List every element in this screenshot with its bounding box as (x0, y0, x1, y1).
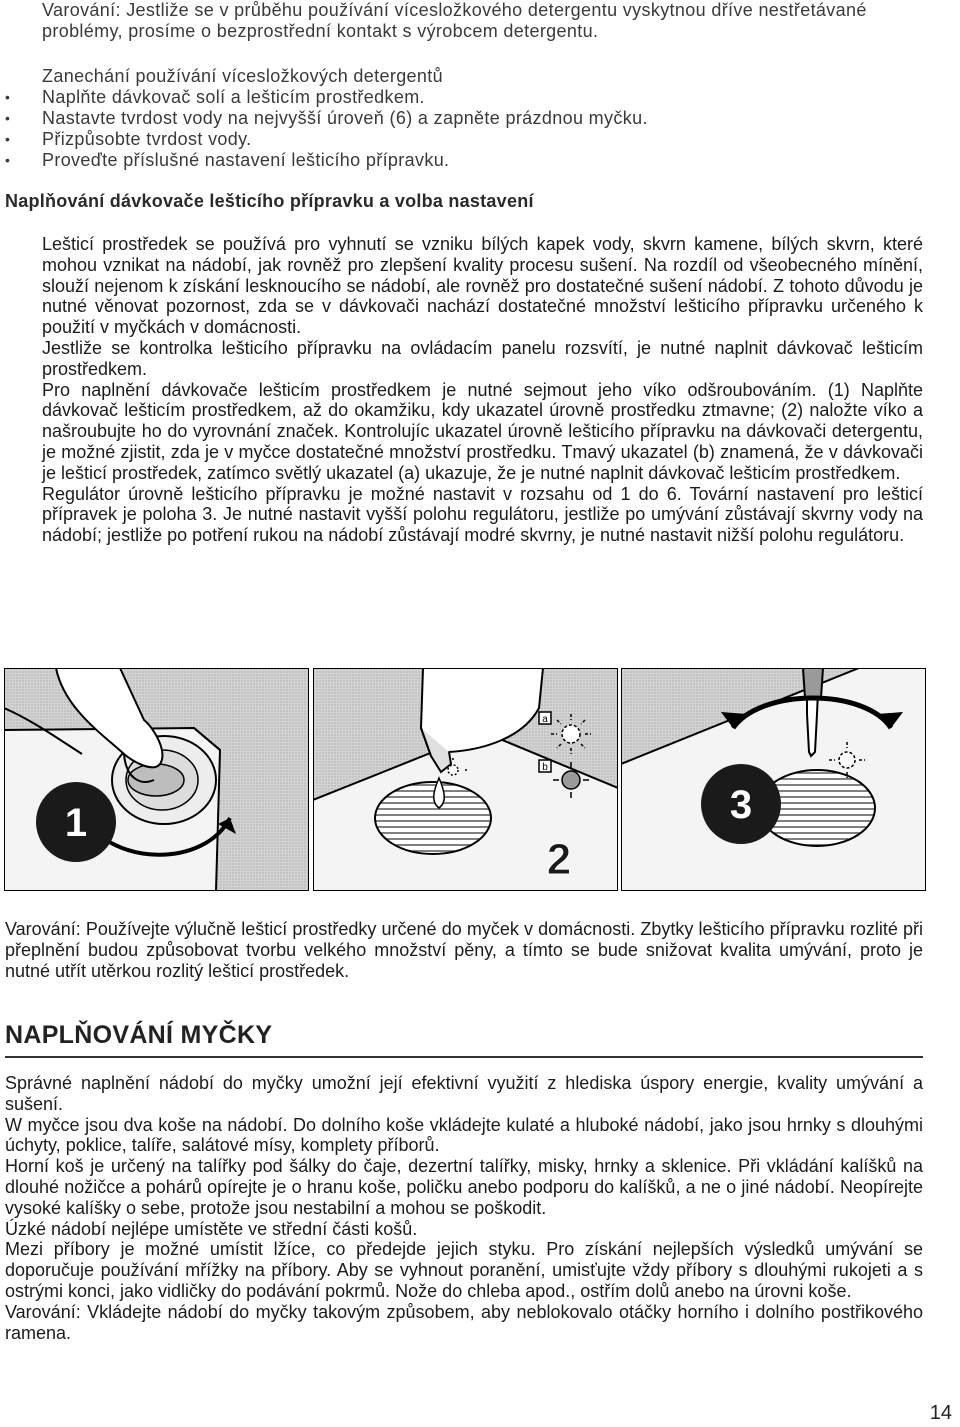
paragraph: Jestliže se kontrolka lešticího přípravku na ovládacím panelu rozsvítí, je nutné naplnit dávkovač lešticím prostředkem. (42, 337, 923, 379)
step-2-drawing (313, 668, 618, 891)
rinse-aid-heading: Naplňování dávkovače lešticího přípravku a volba nastavení (5, 191, 534, 211)
stop-multi-list (0, 87, 900, 171)
list-item (0, 150, 900, 171)
bullet-icon: • (5, 89, 11, 105)
illustration-step-2 (313, 668, 618, 891)
list-item-text: Nastavte tvrdost vody na nejvyšší úroveň (6) a zapněte prázdnou myčku. (42, 108, 648, 128)
paragraph: Pro naplnění dávkovače lešticím prostředkem je nutné sejmout jeho víko odšroubováním. (1) Naplňte dávkovač lešticím prostředkem, až do okamžiku, kdy ukazatel úrovně prostředku ztmavne; (2) naložte víko a našroubujte ho do vyrovnání značek. Kontrolujíc ukazatel úrovně lešticího přípravku na dávkovači detergentu, je možné zjistit, zda je v myčce dostatečné množství prostředku. Tmavý ukazatel (b) znamená, že v dávkovači je lešticí prostředek, zatímco světlý ukazatel (a) ukazuje, že je nutné naplnit dávkovač lešticím prostředkem. (42, 379, 923, 483)
rinse-aid-body (42, 234, 923, 546)
bullet-icon: • (5, 152, 11, 168)
paragraph: Správné naplnění nádobí do myčky umožní její efektivní využití z hlediska úspory energie, kvality umývání a sušení. (5, 1073, 923, 1114)
step-1-drawing (4, 668, 309, 891)
list-item-text: Proveďte příslušné nastavení lešticího přípravku. (42, 150, 450, 170)
warning-top (42, 0, 922, 42)
step-3-drawing (621, 668, 926, 891)
paragraph: Regulátor úrovně lešticího přípravku je možné nastavit v rozsahu od 1 do 6. Tovární nastavení pro lešticí přípravek je poloha 3. Je nutné nastavit vyšší polohu regulátoru, jestliže po umývání zůstávají skvrny vody na nádobí; jestliže po potření rukou na nádobí zůstávají modré skvrny, je nutné nastavit nižší polohu regulátoru. (42, 483, 923, 546)
bullet-icon: • (5, 131, 11, 147)
bullet-icon: • (5, 110, 11, 126)
loading-body (5, 1073, 923, 1343)
step-3-badge: 3 (729, 783, 753, 827)
illustration-step-3 (621, 668, 926, 891)
rinse-aid-illustration (4, 668, 926, 891)
stop-multi-title: Zanechání používání vícesložkových detergentů (42, 66, 443, 86)
step-2-badge: 2 (546, 835, 572, 884)
list-item (0, 129, 900, 150)
paragraph: W myčce jsou dva koše na nádobí. Do dolního koše vkládejte kulaté a hluboké nádobí, jako jsou hrnky s dlouhými úchyty, poklice, talíře, salátové mísy, komplety příborů. (5, 1114, 923, 1156)
warning-mid-text: Varování: Používejte výlučně lešticí prostředky určené do myček v domácnosti. Zbytky lešticího přípravku rozlité při přeplnění budou způsobovat tvorbu velkého množství pěny, a tímto se bude snižovat kvalita umývání, proto je nutné utřít utěrkou rozlitý lešticí prostředek. (5, 919, 923, 981)
list-item-text: Naplňte dávkovač solí a lešticím prostředkem. (42, 87, 425, 107)
warning-top-text: Varování: Jestliže se v průběhu používání vícesložkového detergentu vyskytnou dříve nestřetávané problémy, prosíme o bezprostřední kontakt s výrobcem detergentu. (42, 0, 867, 41)
page-number: 14 (929, 1402, 952, 1424)
paragraph: Varování: Vkládejte nádobí do myčky takovým způsobem, aby neblokovalo otáčky horního i dolního postřikového ramena. (5, 1301, 923, 1343)
list-item-text: Přizpůsobte tvrdost vody. (42, 129, 252, 149)
illustration-step-1 (4, 668, 309, 891)
loading-heading: NAPLŇOVÁNÍ MYČKY (5, 1021, 273, 1049)
paragraph: Mezi příbory je možné umístit lžíce, co předejde jejich styku. Pro získání nejlepších výsledků umývání se doporučuje používání mřížky na příbory. Aby se vyhnout poranění, umisťujte vždy příbory s dlouhými rukojeti a s ostrými konci, jako vidličky do podávání pokrmů. Nože do chleba apod., ostřím dolů anebo na úrovni koše. (5, 1239, 923, 1301)
indicator-label-b: b (542, 762, 548, 773)
paragraph: Lešticí prostředek se používá pro vyhnutí se vzniku bílých kapek vody, skvrn kamene, bílých skvrn, které mohou vznikat na nádobí, jak rovněž pro zlepšení kvality procesu sušení. Na rozdíl od všeobecného mínění, slouží nejenom k získání lesknoucího se nádobí, ale rovněž pro dostatečné sušení nádobí. Z tohoto důvodu je nutné věnovat pozornost, zda se v dávkovači nachází dostatečné množství lešticího přípravku určeného k použití v myčkách v domácnosti. (42, 234, 923, 338)
step-1-badge: 1 (64, 801, 88, 845)
list-item (0, 87, 900, 108)
list-item (0, 108, 900, 129)
indicator-label-a: a (542, 714, 548, 725)
paragraph: Horní koš je určený na talířky pod šálky do čaje, dezertní talířky, misky, hrnky a sklenice. Při vkládání kalíšků na dlouhé nožičce a pohárů opírejte je o hranu koše, poličku anebo podporu do kalíšků, a ne o jiné nádobí. Neopírejte vysoké kalíšky o sebe, protože jsou nestabilní a mohou se poškodit. (5, 1156, 923, 1218)
sparkle-icon (551, 714, 591, 754)
paragraph: Úzké nádobí nejlépe umístěte ve střední části košů. (5, 1218, 418, 1239)
heading-divider (5, 1056, 923, 1058)
